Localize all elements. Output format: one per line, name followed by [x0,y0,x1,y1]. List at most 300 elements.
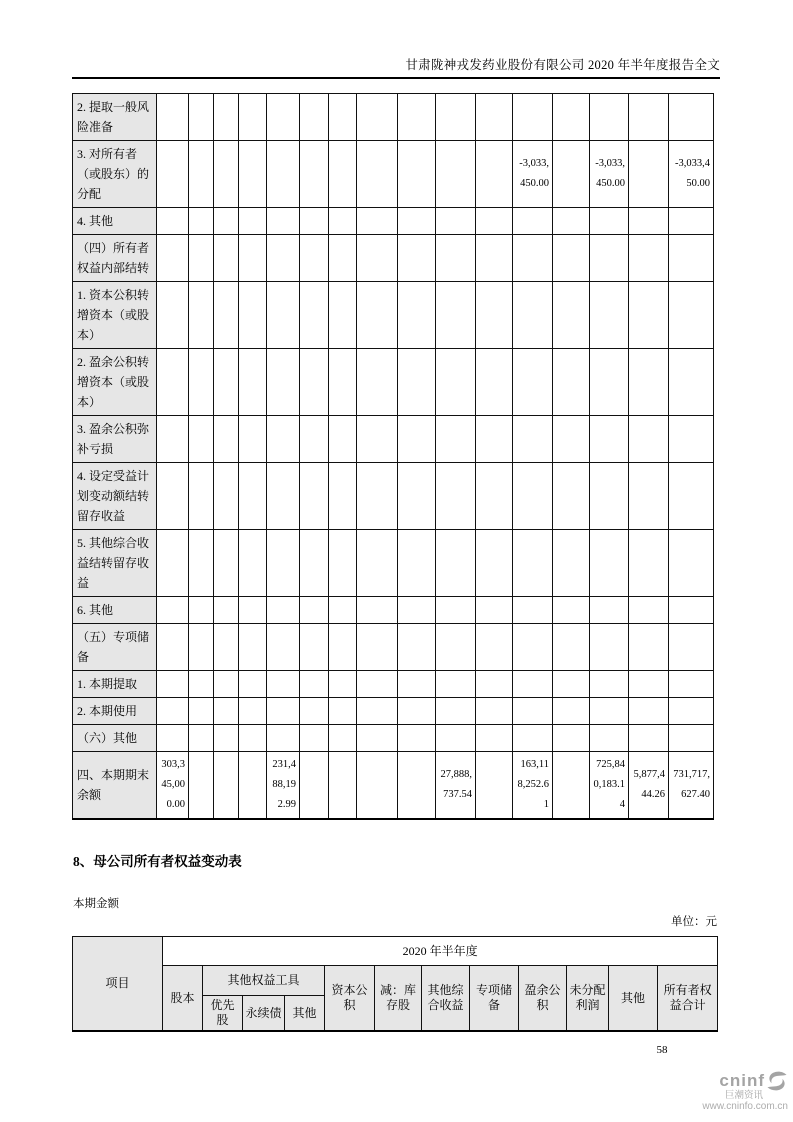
row-label: 2. 盈余公积转增资本（或股本） [73,349,157,416]
empty-cell [267,530,300,597]
empty-cell [157,208,189,235]
empty-cell [357,282,398,349]
empty-cell [513,530,553,597]
empty-cell [157,282,189,349]
empty-cell [357,416,398,463]
empty-cell [300,416,329,463]
empty-cell [357,94,398,141]
empty-cell [476,530,513,597]
empty-cell [300,94,329,141]
empty-cell [553,530,590,597]
empty-cell [300,624,329,671]
empty-cell [553,597,590,624]
empty-cell [267,698,300,725]
value-cell: 231,488,192.99 [267,752,300,820]
equity-table-row [73,141,714,208]
empty-cell [398,752,436,820]
empty-cell [590,698,629,725]
empty-cell [267,235,300,282]
empty-cell [476,698,513,725]
empty-cell [669,235,714,282]
empty-cell [513,282,553,349]
unit-label: 单位：元 [671,916,717,928]
empty-cell [436,141,476,208]
empty-cell [300,463,329,530]
empty-cell [629,671,669,698]
empty-cell [590,416,629,463]
empty-cell [476,597,513,624]
equity-table-row [73,349,714,416]
empty-cell [300,282,329,349]
empty-cell [513,94,553,141]
empty-cell [214,141,239,208]
cninfo-logo-url: www.cninfo.com.cn [702,1101,788,1112]
equity-table-row [73,530,714,597]
empty-cell [590,208,629,235]
col-header-total-owners-equity: 所有者权益合计 [658,966,718,1032]
empty-cell [267,671,300,698]
empty-cell [214,671,239,698]
empty-cell [189,698,214,725]
equity-table-row [73,725,714,752]
empty-cell [669,624,714,671]
equity-table-row [73,208,714,235]
empty-cell [590,597,629,624]
empty-cell [476,235,513,282]
empty-cell [157,141,189,208]
empty-cell [239,624,267,671]
empty-cell [476,671,513,698]
row-label: 6. 其他 [73,597,157,624]
page-number: 58 [656,1044,668,1056]
empty-cell [590,463,629,530]
empty-cell [590,282,629,349]
empty-cell [157,463,189,530]
empty-cell [476,349,513,416]
empty-cell [476,282,513,349]
row-label: 4. 其他 [73,208,157,235]
empty-cell [214,725,239,752]
empty-cell [239,671,267,698]
col-header-sub-other: 其他 [285,996,325,1032]
empty-cell [300,208,329,235]
empty-cell [357,752,398,820]
empty-cell [214,752,239,820]
col-header-other: 其他 [609,966,658,1032]
empty-cell [629,416,669,463]
empty-cell [239,94,267,141]
value-cell: 303,345,000.00 [157,752,189,820]
row-label: 1. 本期提取 [73,671,157,698]
empty-cell [189,530,214,597]
empty-cell [157,94,189,141]
empty-cell [357,349,398,416]
cninfo-logo-word: cninf [719,1071,765,1090]
empty-cell [513,416,553,463]
empty-cell [300,530,329,597]
empty-cell [553,349,590,416]
empty-cell [513,349,553,416]
empty-cell [476,208,513,235]
empty-cell [214,94,239,141]
empty-cell [669,416,714,463]
row-label: （四）所有者权益内部结转 [73,235,157,282]
empty-cell [513,235,553,282]
col-header-other-comprehensive-income: 其他综合收益 [422,966,470,1032]
row-label: 3. 盈余公积弥补亏损 [73,416,157,463]
empty-cell [267,725,300,752]
equity-table-row [73,463,714,530]
empty-cell [189,349,214,416]
empty-cell [436,282,476,349]
empty-cell [436,94,476,141]
empty-cell [436,208,476,235]
equity-table-row [73,624,714,671]
empty-cell [357,698,398,725]
empty-cell [357,463,398,530]
empty-cell [300,752,329,820]
empty-cell [476,416,513,463]
empty-cell [239,530,267,597]
parent-equity-table-header [72,936,718,1032]
value-cell: -3,033,450.00 [513,141,553,208]
value-cell: 5,877,444.26 [629,752,669,820]
empty-cell [329,141,357,208]
empty-cell [267,463,300,530]
empty-cell [553,208,590,235]
empty-cell [398,597,436,624]
empty-cell [669,698,714,725]
period-label: 本期金额 [73,898,119,910]
empty-cell [214,463,239,530]
equity-table-row [73,671,714,698]
empty-cell [300,671,329,698]
empty-cell [189,94,214,141]
empty-cell [553,282,590,349]
empty-cell [214,530,239,597]
empty-cell [398,698,436,725]
empty-cell [398,463,436,530]
empty-cell [157,416,189,463]
empty-cell [267,208,300,235]
value-cell: 163,118,252.61 [513,752,553,820]
empty-cell [357,530,398,597]
empty-cell [357,235,398,282]
empty-cell [189,725,214,752]
empty-cell [329,463,357,530]
empty-cell [189,235,214,282]
empty-cell [476,752,513,820]
empty-cell [239,282,267,349]
empty-cell [267,282,300,349]
empty-cell [214,235,239,282]
col-header-item: 项目 [73,937,163,1032]
empty-cell [239,208,267,235]
parent-table-row-groups [73,966,718,996]
empty-cell [398,416,436,463]
empty-cell [629,597,669,624]
empty-cell [157,349,189,416]
empty-cell [329,597,357,624]
empty-cell [513,597,553,624]
value-cell: 731,717,627.40 [669,752,714,820]
empty-cell [436,349,476,416]
empty-cell [553,752,590,820]
empty-cell [329,698,357,725]
empty-cell [513,671,553,698]
equity-table-row [73,416,714,463]
empty-cell [214,624,239,671]
empty-cell [629,282,669,349]
empty-cell [189,416,214,463]
parent-table-row-period [73,937,718,966]
empty-cell [189,597,214,624]
row-label: 1. 资本公积转增资本（或股本） [73,282,157,349]
empty-cell [669,671,714,698]
col-header-undistributed-profit: 未分配利润 [567,966,609,1032]
empty-cell [357,671,398,698]
empty-cell [553,698,590,725]
value-cell: 27,888,737.54 [436,752,476,820]
equity-table-row [73,752,714,820]
col-header-preferred-shares: 优先股 [203,996,243,1032]
empty-cell [436,725,476,752]
empty-cell [329,725,357,752]
col-header-share-capital: 股本 [163,966,203,1032]
cninfo-swirl-icon [766,1071,788,1091]
empty-cell [553,235,590,282]
empty-cell [629,349,669,416]
empty-cell [267,94,300,141]
empty-cell [267,349,300,416]
empty-cell [669,349,714,416]
empty-cell [157,725,189,752]
empty-cell [329,208,357,235]
cninfo-logo [676,1071,788,1112]
empty-cell [629,208,669,235]
row-label: 四、本期期末余额 [73,752,157,820]
equity-table-row [73,282,714,349]
empty-cell [239,597,267,624]
empty-cell [300,698,329,725]
empty-cell [553,671,590,698]
col-header-perpetual-bonds: 永续债 [243,996,285,1032]
empty-cell [398,530,436,597]
equity-table-row [73,698,714,725]
empty-cell [214,349,239,416]
row-label: 3. 对所有者（或股东）的分配 [73,141,157,208]
empty-cell [329,752,357,820]
empty-cell [513,698,553,725]
empty-cell [669,282,714,349]
empty-cell [476,141,513,208]
col-header-capital-reserve: 资本公积 [325,966,375,1032]
empty-cell [157,597,189,624]
empty-cell [629,463,669,530]
empty-cell [329,349,357,416]
col-header-period: 2020 年半年度 [163,937,718,966]
empty-cell [214,282,239,349]
empty-cell [157,698,189,725]
empty-cell [398,235,436,282]
empty-cell [157,671,189,698]
header-rule [72,77,720,79]
empty-cell [476,463,513,530]
empty-cell [590,235,629,282]
empty-cell [629,94,669,141]
empty-cell [239,725,267,752]
empty-cell [398,725,436,752]
empty-cell [436,671,476,698]
empty-cell [239,141,267,208]
empty-cell [357,208,398,235]
empty-cell [357,624,398,671]
empty-cell [590,530,629,597]
empty-cell [214,208,239,235]
empty-cell [436,624,476,671]
empty-cell [189,208,214,235]
empty-cell [398,349,436,416]
empty-cell [629,624,669,671]
empty-cell [189,624,214,671]
row-label: （六）其他 [73,725,157,752]
empty-cell [436,597,476,624]
empty-cell [669,530,714,597]
empty-cell [398,624,436,671]
equity-table-row [73,235,714,282]
empty-cell [329,235,357,282]
empty-cell [357,597,398,624]
empty-cell [189,671,214,698]
empty-cell [590,94,629,141]
empty-cell [157,624,189,671]
empty-cell [214,698,239,725]
empty-cell [267,624,300,671]
empty-cell [300,349,329,416]
empty-cell [590,624,629,671]
empty-cell [157,235,189,282]
empty-cell [513,624,553,671]
empty-cell [629,698,669,725]
consolidated-equity-table-continued [72,93,714,820]
empty-cell [590,349,629,416]
empty-cell [476,94,513,141]
empty-cell [329,624,357,671]
empty-cell [669,208,714,235]
empty-cell [476,624,513,671]
empty-cell [553,141,590,208]
empty-cell [553,416,590,463]
empty-cell [329,94,357,141]
empty-cell [239,349,267,416]
empty-cell [239,752,267,820]
empty-cell [629,235,669,282]
empty-cell [300,235,329,282]
empty-cell [239,463,267,530]
empty-cell [329,671,357,698]
empty-cell [436,530,476,597]
empty-cell [157,530,189,597]
col-header-other-equity-instruments: 其他权益工具 [203,966,325,996]
equity-table-row [73,597,714,624]
row-label: 2. 提取一般风险准备 [73,94,157,141]
equity-table-row [73,94,714,141]
col-header-less-treasury-shares: 减：库存股 [375,966,422,1032]
empty-cell [476,725,513,752]
value-cell: 725,840,183.14 [590,752,629,820]
empty-cell [669,94,714,141]
empty-cell [590,671,629,698]
empty-cell [329,416,357,463]
empty-cell [300,141,329,208]
value-cell: -3,033,450.00 [669,141,714,208]
empty-cell [398,208,436,235]
empty-cell [436,416,476,463]
empty-cell [513,463,553,530]
row-label: 4. 设定受益计划变动额结转留存收益 [73,463,157,530]
empty-cell [267,141,300,208]
row-label: 5. 其他综合收益结转留存收益 [73,530,157,597]
empty-cell [357,725,398,752]
page-header-title: 甘肃陇神戎发药业股份有限公司 2020 年半年度报告全文 [405,58,720,72]
value-cell: -3,033,450.00 [590,141,629,208]
empty-cell [267,597,300,624]
empty-cell [189,752,214,820]
empty-cell [239,698,267,725]
empty-cell [300,597,329,624]
section-heading: 8、母公司所有者权益变动表 [73,854,242,869]
col-header-surplus-reserve: 盈余公积 [519,966,567,1032]
empty-cell [300,725,329,752]
empty-cell [189,463,214,530]
empty-cell [513,208,553,235]
empty-cell [329,282,357,349]
empty-cell [398,141,436,208]
empty-cell [239,235,267,282]
equity-table-body [73,94,714,820]
empty-cell [357,141,398,208]
empty-cell [553,463,590,530]
empty-cell [267,416,300,463]
empty-cell [436,698,476,725]
empty-cell [398,94,436,141]
empty-cell [553,624,590,671]
empty-cell [629,530,669,597]
empty-cell [189,141,214,208]
empty-cell [214,597,239,624]
empty-cell [398,282,436,349]
empty-cell [239,416,267,463]
empty-cell [590,725,629,752]
empty-cell [629,725,669,752]
empty-cell [436,235,476,282]
empty-cell [669,463,714,530]
empty-cell [669,725,714,752]
col-header-special-reserve: 专项储备 [470,966,519,1032]
empty-cell [436,463,476,530]
cninfo-logo-chinese: 巨潮资讯 [724,1090,763,1101]
empty-cell [553,725,590,752]
empty-cell [214,416,239,463]
empty-cell [329,530,357,597]
row-label: （五）专项储备 [73,624,157,671]
empty-cell [553,94,590,141]
empty-cell [398,671,436,698]
empty-cell [513,725,553,752]
empty-cell [629,141,669,208]
empty-cell [669,597,714,624]
empty-cell [189,282,214,349]
